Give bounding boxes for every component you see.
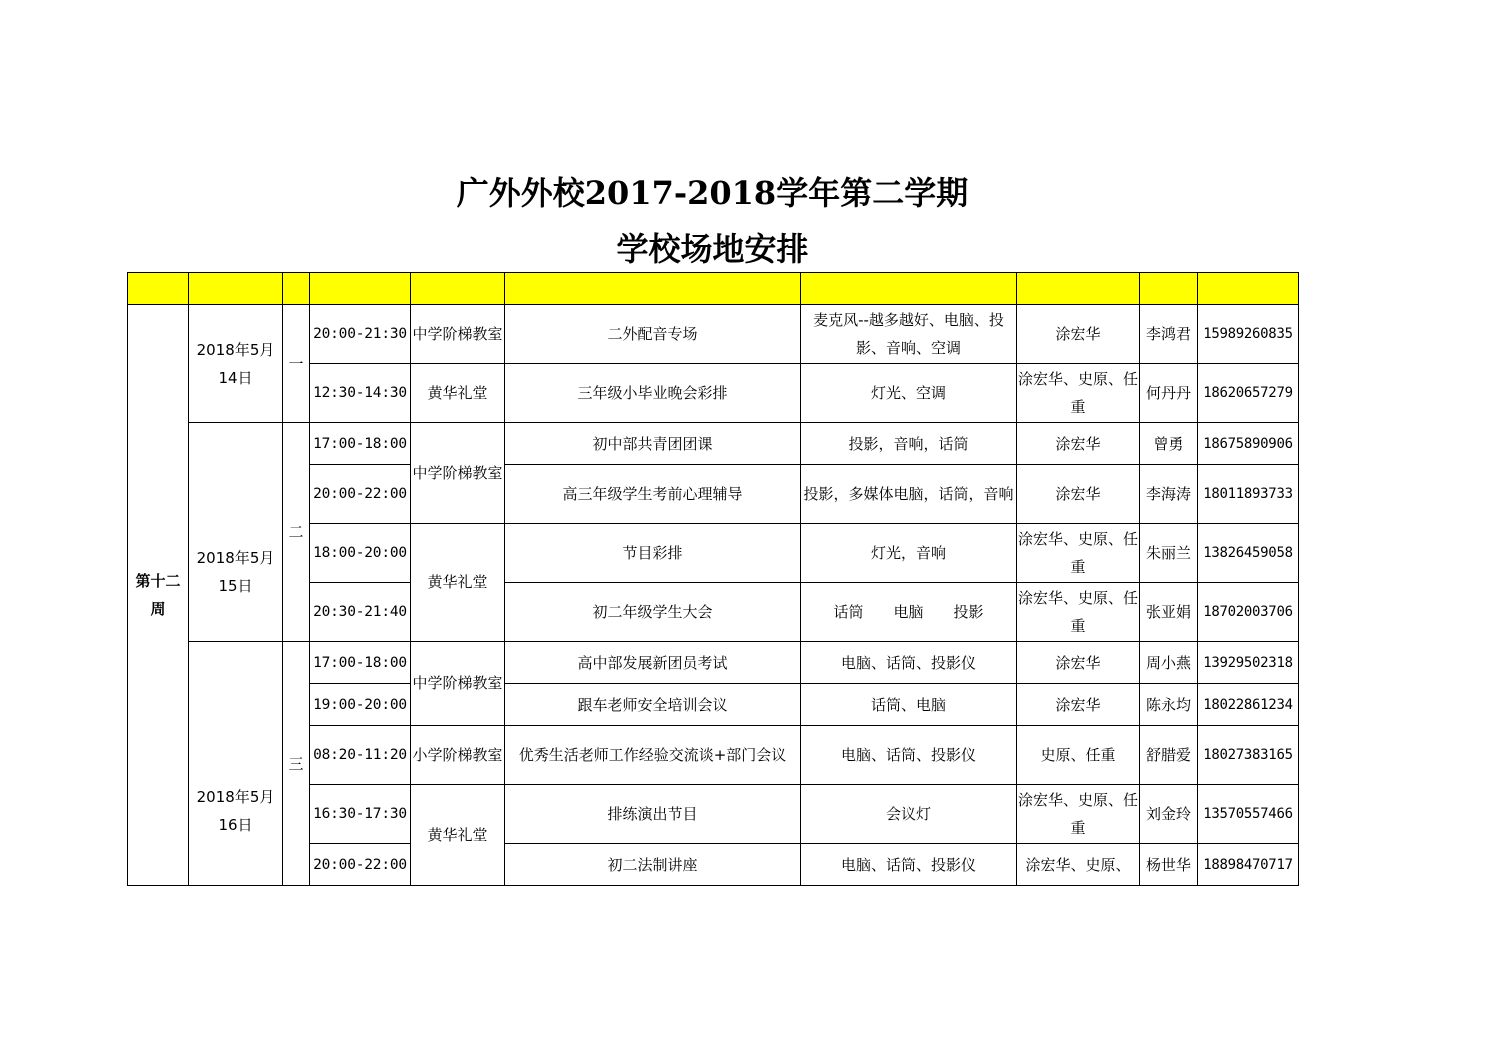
header-cell (505, 273, 801, 305)
phone-cell: 18620657279 (1198, 364, 1299, 423)
date-cell: 2018年5月14日 (189, 305, 283, 423)
venue-cell: 黄华礼堂 (411, 364, 505, 423)
date-cell: 2018年5月15日 (189, 423, 283, 642)
header-cell (189, 273, 283, 305)
contact-cell: 朱丽兰 (1140, 524, 1198, 583)
venue-cell: 黄华礼堂 (411, 785, 505, 886)
contact-cell: 刘金玲 (1140, 785, 1198, 844)
header-cell (128, 273, 189, 305)
equipment-cell: 麦克风--越多越好、电脑、投影、音响、空调 (801, 305, 1017, 364)
table-row (128, 305, 1299, 364)
time-cell: 16:30-17:30 (310, 785, 411, 844)
staff-cell: 涂宏华、史原、任重 (1017, 524, 1140, 583)
page-title: 广外外校2017-2018学年第二学期 (456, 174, 969, 212)
event-cell: 二外配音专场 (505, 305, 801, 364)
header-cell (310, 273, 411, 305)
venue-cell: 小学阶梯教室 (411, 726, 505, 785)
contact-cell: 张亚娟 (1140, 583, 1198, 642)
venue-cell: 中学阶梯教室 (411, 423, 505, 524)
staff-cell: 涂宏华 (1017, 423, 1140, 465)
weekday-cell: 三 (283, 642, 310, 886)
equipment-cell: 投影，音响，话筒 (801, 423, 1017, 465)
header-cell (801, 273, 1017, 305)
header-cell (1017, 273, 1140, 305)
event-cell: 初二年级学生大会 (505, 583, 801, 642)
time-cell: 20:00-21:30 (310, 305, 411, 364)
event-cell: 跟车老师安全培训会议 (505, 684, 801, 726)
event-cell: 优秀生活老师工作经验交流谈+部门会议 (505, 726, 801, 785)
event-cell: 高中部发展新团员考试 (505, 642, 801, 684)
header-cell (411, 273, 505, 305)
table-row (128, 423, 1299, 465)
equipment-cell: 灯光，音响 (801, 524, 1017, 583)
header-cell (283, 273, 310, 305)
event-cell: 高三年级学生考前心理辅导 (505, 465, 801, 524)
phone-cell: 13929502318 (1198, 642, 1299, 684)
equipment-cell: 投影，多媒体电脑，话筒，音响 (801, 465, 1017, 524)
staff-cell: 涂宏华 (1017, 465, 1140, 524)
staff-cell: 涂宏华 (1017, 305, 1140, 364)
event-cell: 节目彩排 (505, 524, 801, 583)
contact-cell: 舒腊爱 (1140, 726, 1198, 785)
phone-cell: 15989260835 (1198, 305, 1299, 364)
staff-cell: 涂宏华、史原、任重 (1017, 583, 1140, 642)
week-cell: 第十二周 (128, 305, 189, 886)
time-cell: 17:00-18:00 (310, 642, 411, 684)
event-cell: 初二法制讲座 (505, 844, 801, 886)
time-cell: 18:00-20:00 (310, 524, 411, 583)
schedule-table (127, 272, 1299, 886)
staff-cell: 史原、任重 (1017, 726, 1140, 785)
time-cell: 17:00-18:00 (310, 423, 411, 465)
equipment-cell: 会议灯 (801, 785, 1017, 844)
header-row (128, 273, 1299, 305)
weekday-cell: 一 (283, 305, 310, 423)
phone-cell: 13570557466 (1198, 785, 1299, 844)
phone-cell: 18675890906 (1198, 423, 1299, 465)
event-cell: 初中部共青团团课 (505, 423, 801, 465)
venue-cell: 黄华礼堂 (411, 524, 505, 642)
phone-cell: 18702003706 (1198, 583, 1299, 642)
staff-cell: 涂宏华 (1017, 684, 1140, 726)
venue-cell: 中学阶梯教室 (411, 642, 505, 726)
time-cell: 20:00-22:00 (310, 465, 411, 524)
phone-cell: 18898470717 (1198, 844, 1299, 886)
contact-cell: 李海涛 (1140, 465, 1198, 524)
phone-cell: 18027383165 (1198, 726, 1299, 785)
equipment-cell: 灯光、空调 (801, 364, 1017, 423)
header-cell (1198, 273, 1299, 305)
venue-cell: 中学阶梯教室 (411, 305, 505, 364)
equipment-cell: 话筒、电脑 (801, 684, 1017, 726)
staff-cell: 涂宏华 (1017, 642, 1140, 684)
phone-cell: 18011893733 (1198, 465, 1299, 524)
staff-cell: 涂宏华、史原、任重 (1017, 785, 1140, 844)
contact-cell: 曾勇 (1140, 423, 1198, 465)
time-cell: 19:00-20:00 (310, 684, 411, 726)
contact-cell: 陈永均 (1140, 684, 1198, 726)
equipment-cell: 电脑、话筒、投影仪 (801, 844, 1017, 886)
phone-cell: 13826459058 (1198, 524, 1299, 583)
header-cell (1140, 273, 1198, 305)
staff-cell: 涂宏华、史原、 (1017, 844, 1140, 886)
time-cell: 08:20-11:20 (310, 726, 411, 785)
contact-cell: 李鸿君 (1140, 305, 1198, 364)
equipment-cell: 电脑、话筒、投影仪 (801, 726, 1017, 785)
equipment-cell: 话筒 电脑 投影 (801, 583, 1017, 642)
event-cell: 三年级小毕业晚会彩排 (505, 364, 801, 423)
time-cell: 12:30-14:30 (310, 364, 411, 423)
time-cell: 20:00-22:00 (310, 844, 411, 886)
table-row (128, 642, 1299, 684)
phone-cell: 18022861234 (1198, 684, 1299, 726)
time-cell: 20:30-21:40 (310, 583, 411, 642)
contact-cell: 周小燕 (1140, 642, 1198, 684)
staff-cell: 涂宏华、史原、任重 (1017, 364, 1140, 423)
weekday-cell: 二 (283, 423, 310, 642)
event-cell: 排练演出节目 (505, 785, 801, 844)
contact-cell: 杨世华 (1140, 844, 1198, 886)
date-cell: 2018年5月16日 (189, 642, 283, 886)
page-subtitle: 学校场地安排 (616, 230, 809, 268)
contact-cell: 何丹丹 (1140, 364, 1198, 423)
equipment-cell: 电脑、话筒、投影仪 (801, 642, 1017, 684)
